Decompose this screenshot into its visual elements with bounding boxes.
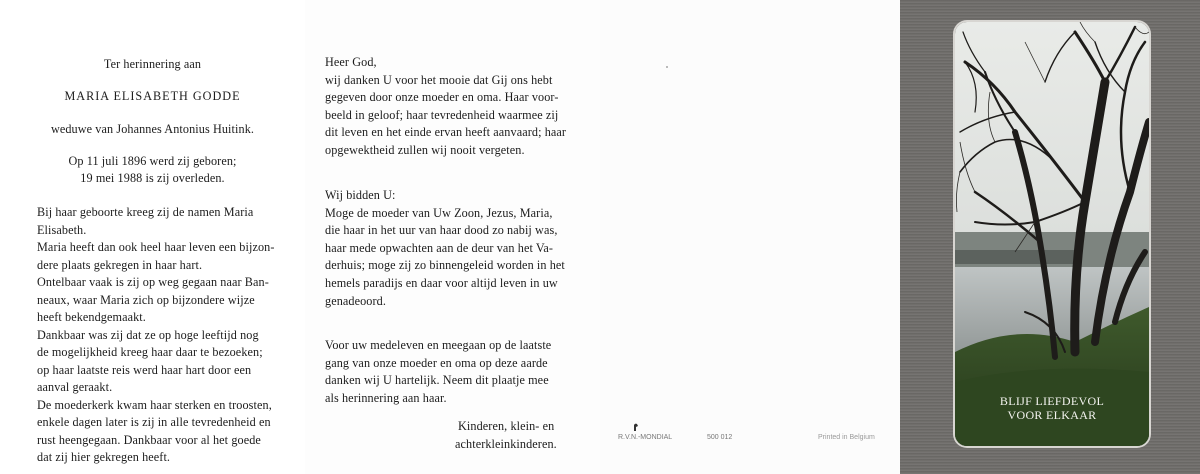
left-panel bbox=[0, 0, 305, 474]
text-line: Wij bidden U: bbox=[325, 188, 396, 202]
death-line: 19 mei 1988 is zij overleden. bbox=[80, 171, 225, 185]
text-line: enkele dagen later is zij in alle tevredenheid en bbox=[37, 415, 271, 429]
intro-heading: Ter herinnering aan bbox=[103, 57, 202, 71]
text-line: heeft bekendgemaakt. bbox=[37, 310, 146, 324]
text-line: Moge de moeder van Uw Zoon, Jezus, Maria, bbox=[325, 205, 553, 220]
text-line: Dankbaar was zij dat ze op hoge leeftijd nog bbox=[37, 327, 259, 342]
signature-line-2: achterkleinkinderen. bbox=[455, 437, 557, 451]
signature-line-1: Kinderen, klein- en bbox=[458, 419, 555, 433]
text-line: derhuis; moge zij zo binnengeleid worden in het bbox=[325, 258, 565, 273]
text-line: Voor uw medeleven en meegaan op de laatste bbox=[325, 338, 552, 352]
text-line: Elisabeth. bbox=[37, 222, 87, 237]
text-line: wij danken U voor het mooie dat Gij ons hebt bbox=[325, 72, 553, 87]
text-line: die haar in het uur van haar dood zo nabij was, bbox=[325, 223, 558, 238]
cover-caption-line-1: BLIJF LIEFDEVOL bbox=[999, 394, 1105, 408]
speck bbox=[666, 66, 668, 68]
text-line: opgewektheid zullen wij nooit vergeten. bbox=[325, 143, 525, 157]
cover-photo bbox=[955, 22, 1149, 446]
text-line: Heer God, bbox=[325, 55, 377, 69]
publisher-logo-icon bbox=[632, 422, 640, 432]
text-line: aanval geraakt. bbox=[37, 380, 113, 394]
text-line: beeld in geloof; haar tevredenheid waarmee zij bbox=[325, 107, 559, 122]
cover-caption-line-2: VOOR ELKAAR bbox=[1007, 408, 1097, 422]
text-line: de mogelijkheid kreeg haar daar te bezoeken; bbox=[37, 345, 263, 359]
text-line: dit leven en het einde ervan heeft aanvaard; haar bbox=[325, 125, 567, 140]
text-line: Bij haar geboorte kreeg zij de namen Maria bbox=[37, 205, 254, 219]
riverside-trees-image bbox=[955, 22, 1149, 446]
text-line: rust heengegaan. Dankbaar voor al het goede bbox=[37, 432, 261, 447]
text-line: dat zij hier gekregen heeft. bbox=[37, 450, 171, 464]
print-credit: Printed in Belgium bbox=[818, 434, 875, 441]
middle-panel bbox=[305, 0, 600, 474]
text-line: De moederkerk kwam haar sterken en troosten, bbox=[37, 397, 272, 412]
text-line: op haar laatste reis werd haar hart door een bbox=[37, 362, 252, 377]
text-line: als herinnering aan haar. bbox=[325, 390, 447, 405]
text-line: neaux, waar Maria zich op bijzondere wijze bbox=[37, 292, 255, 307]
text-line: genadeoord. bbox=[325, 293, 386, 308]
text-line: Ontelbaar vaak is zij op weg gegaan naar Ban- bbox=[37, 275, 269, 289]
card-code: 500 012 bbox=[707, 434, 733, 441]
text-line: gegeven door onze moeder en oma. Haar voor- bbox=[325, 90, 559, 105]
back-panel bbox=[600, 0, 900, 474]
text-line: haar mede opwachten aan de deur van het Va- bbox=[325, 240, 554, 255]
text-line: dere plaats gekregen in haar hart. bbox=[37, 257, 203, 272]
text-line: danken wij U hartelijk. Neem dit plaatje mee bbox=[325, 373, 549, 388]
deceased-name: MARIA ELISABETH GODDE bbox=[64, 89, 241, 103]
text-line: gang van onze moeder en oma op deze aarde bbox=[325, 355, 548, 370]
spouse-line: weduwe van Johannes Antonius Huitink. bbox=[50, 122, 255, 136]
text-line: hemels paradijs en daar voor altijd leven in uw bbox=[325, 276, 558, 290]
publisher-label: R.V.N.-MONDIAL bbox=[618, 434, 673, 441]
birth-line: Op 11 juli 1896 werd zij geboren; bbox=[68, 154, 237, 168]
text-line: Maria heeft dan ook heel haar leven een bijzon- bbox=[37, 240, 275, 254]
